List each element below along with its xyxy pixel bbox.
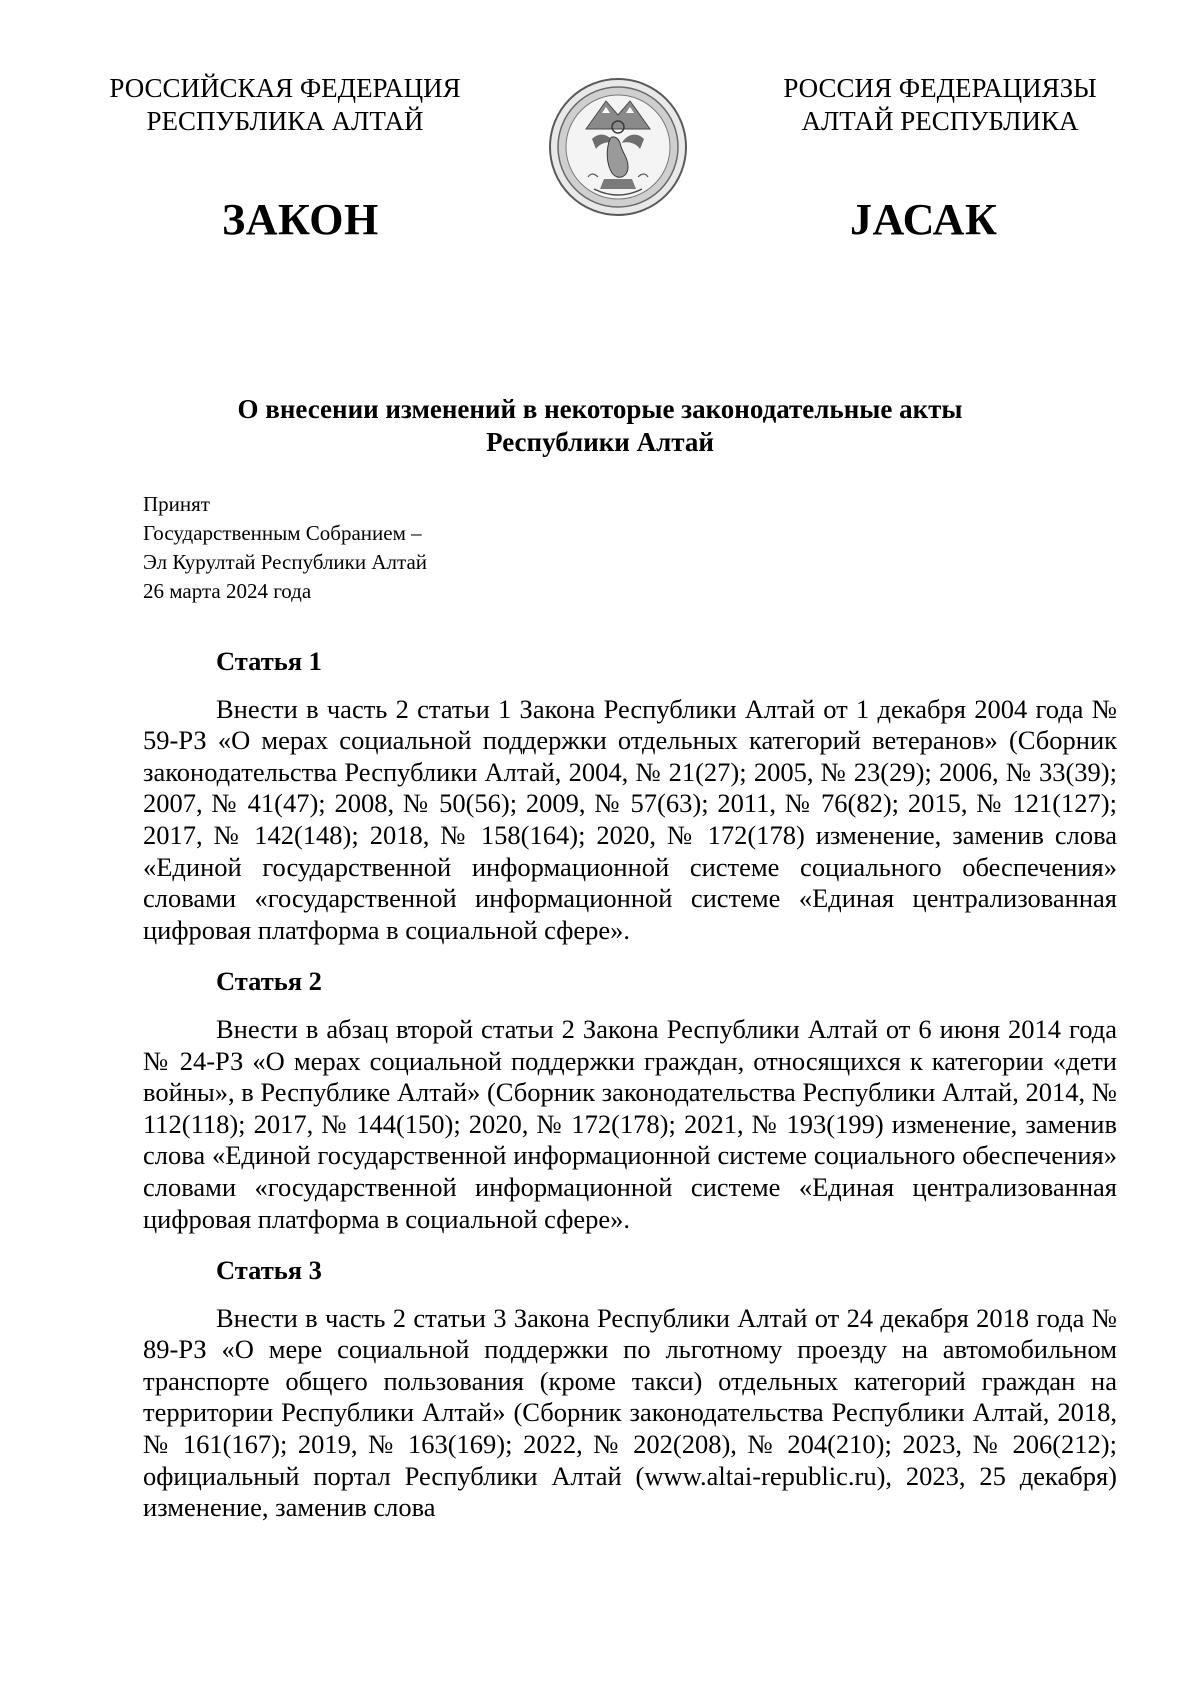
article-2-text: Внести в абзац второй статьи 2 Закона Республики Алтай от 6 июня 2014 года № 24-РЗ «О мерах социальной поддержки граждан, относящихся к категории «дети войны», в Республике Алтай» (Сборник законодательства Республики Алтай, 2014, № 112(118); 2017, № 144(150); 2020, № 172(178); 2021, № 193(199) изменение, заменив слова «Единой государственной информационной системе социального обеспечения» словами «государственной информационной системе «Единая централизованная цифровая платформа в социальной сфере». [143,1013,1117,1234]
article-1-heading: Статья 1 [216,646,322,676]
articles [143,646,1117,1524]
document-title-line1: О внесении изменений в некоторые законодательные акты [237,394,963,424]
header-left-republic: РЕСПУБЛИКА АЛТАЙ [146,106,424,136]
article-3-heading: Статья 3 [216,1255,322,1286]
adoption-block [143,490,427,606]
adoption-line2: Государственным Собранием – [143,521,422,545]
header-right-country: РОССИЯ ФЕДЕРАЦИЯЗЫ [783,73,1097,103]
law-title-ru: ЗАКОН [222,195,379,244]
document-title [130,393,1070,459]
article-2-heading: Статья 2 [216,966,322,997]
header-right-republic: АЛТАЙ РЕСПУБЛИКА [801,106,1079,136]
adoption-date: 26 марта 2024 года [143,579,312,603]
article-1-text: Внести в часть 2 статьи 1 Закона Республики Алтай от 1 декабря 2004 года № 59-РЗ «О мерах социальной поддержки отдельных категорий ветеранов» (Сборник законодательства Республики Алтай, 2004, № 21(27); 2005, № 23(29); 2006, № 33(39); 2007, № 41(47); 2008, № 50(56); 2009, № 57(63); 2011, № 76(82); 2015, № 121(127); 2017, № 142(148); 2018, № 158(164); 2020, № 172(178) изменение, заменив слова «Единой государственной информационной системе социального обеспечения» словами «государственной информационной системе «Единая централизованная цифровая платформа в социальной сфере». [143,693,1117,945]
adoption-line1: Принят [143,492,210,516]
coat-of-arms-icon [548,77,688,217]
adoption-line3: Эл Курултай Республики Алтай [143,550,428,574]
article-3-text: Внести в часть 2 статьи 3 Закона Республики Алтай от 24 декабря 2018 года № 89-РЗ «О мере социальной поддержки по льготному проезду на автомобильном транспорте общего пользования (кроме такси) отдельных категорий граждан на территории Республики Алтай» (Сборник законодательства Республики Алтай, 2018, № 161(167); 2019, № 163(169); 2022, № 202(208), № 204(210); 2023, № 206(212); официальный портал Республики Алтай (www.altai-republic.ru), 2023, 25 декабря) изменение, заменив слова [143,1302,1117,1523]
header-right [760,72,1120,138]
header-left-country: РОССИЙСКАЯ ФЕДЕРАЦИЯ [109,73,461,103]
law-title-altai: JАСАК [850,195,998,244]
header-left [95,72,475,138]
document-title-line2: Республики Алтай [486,427,714,457]
